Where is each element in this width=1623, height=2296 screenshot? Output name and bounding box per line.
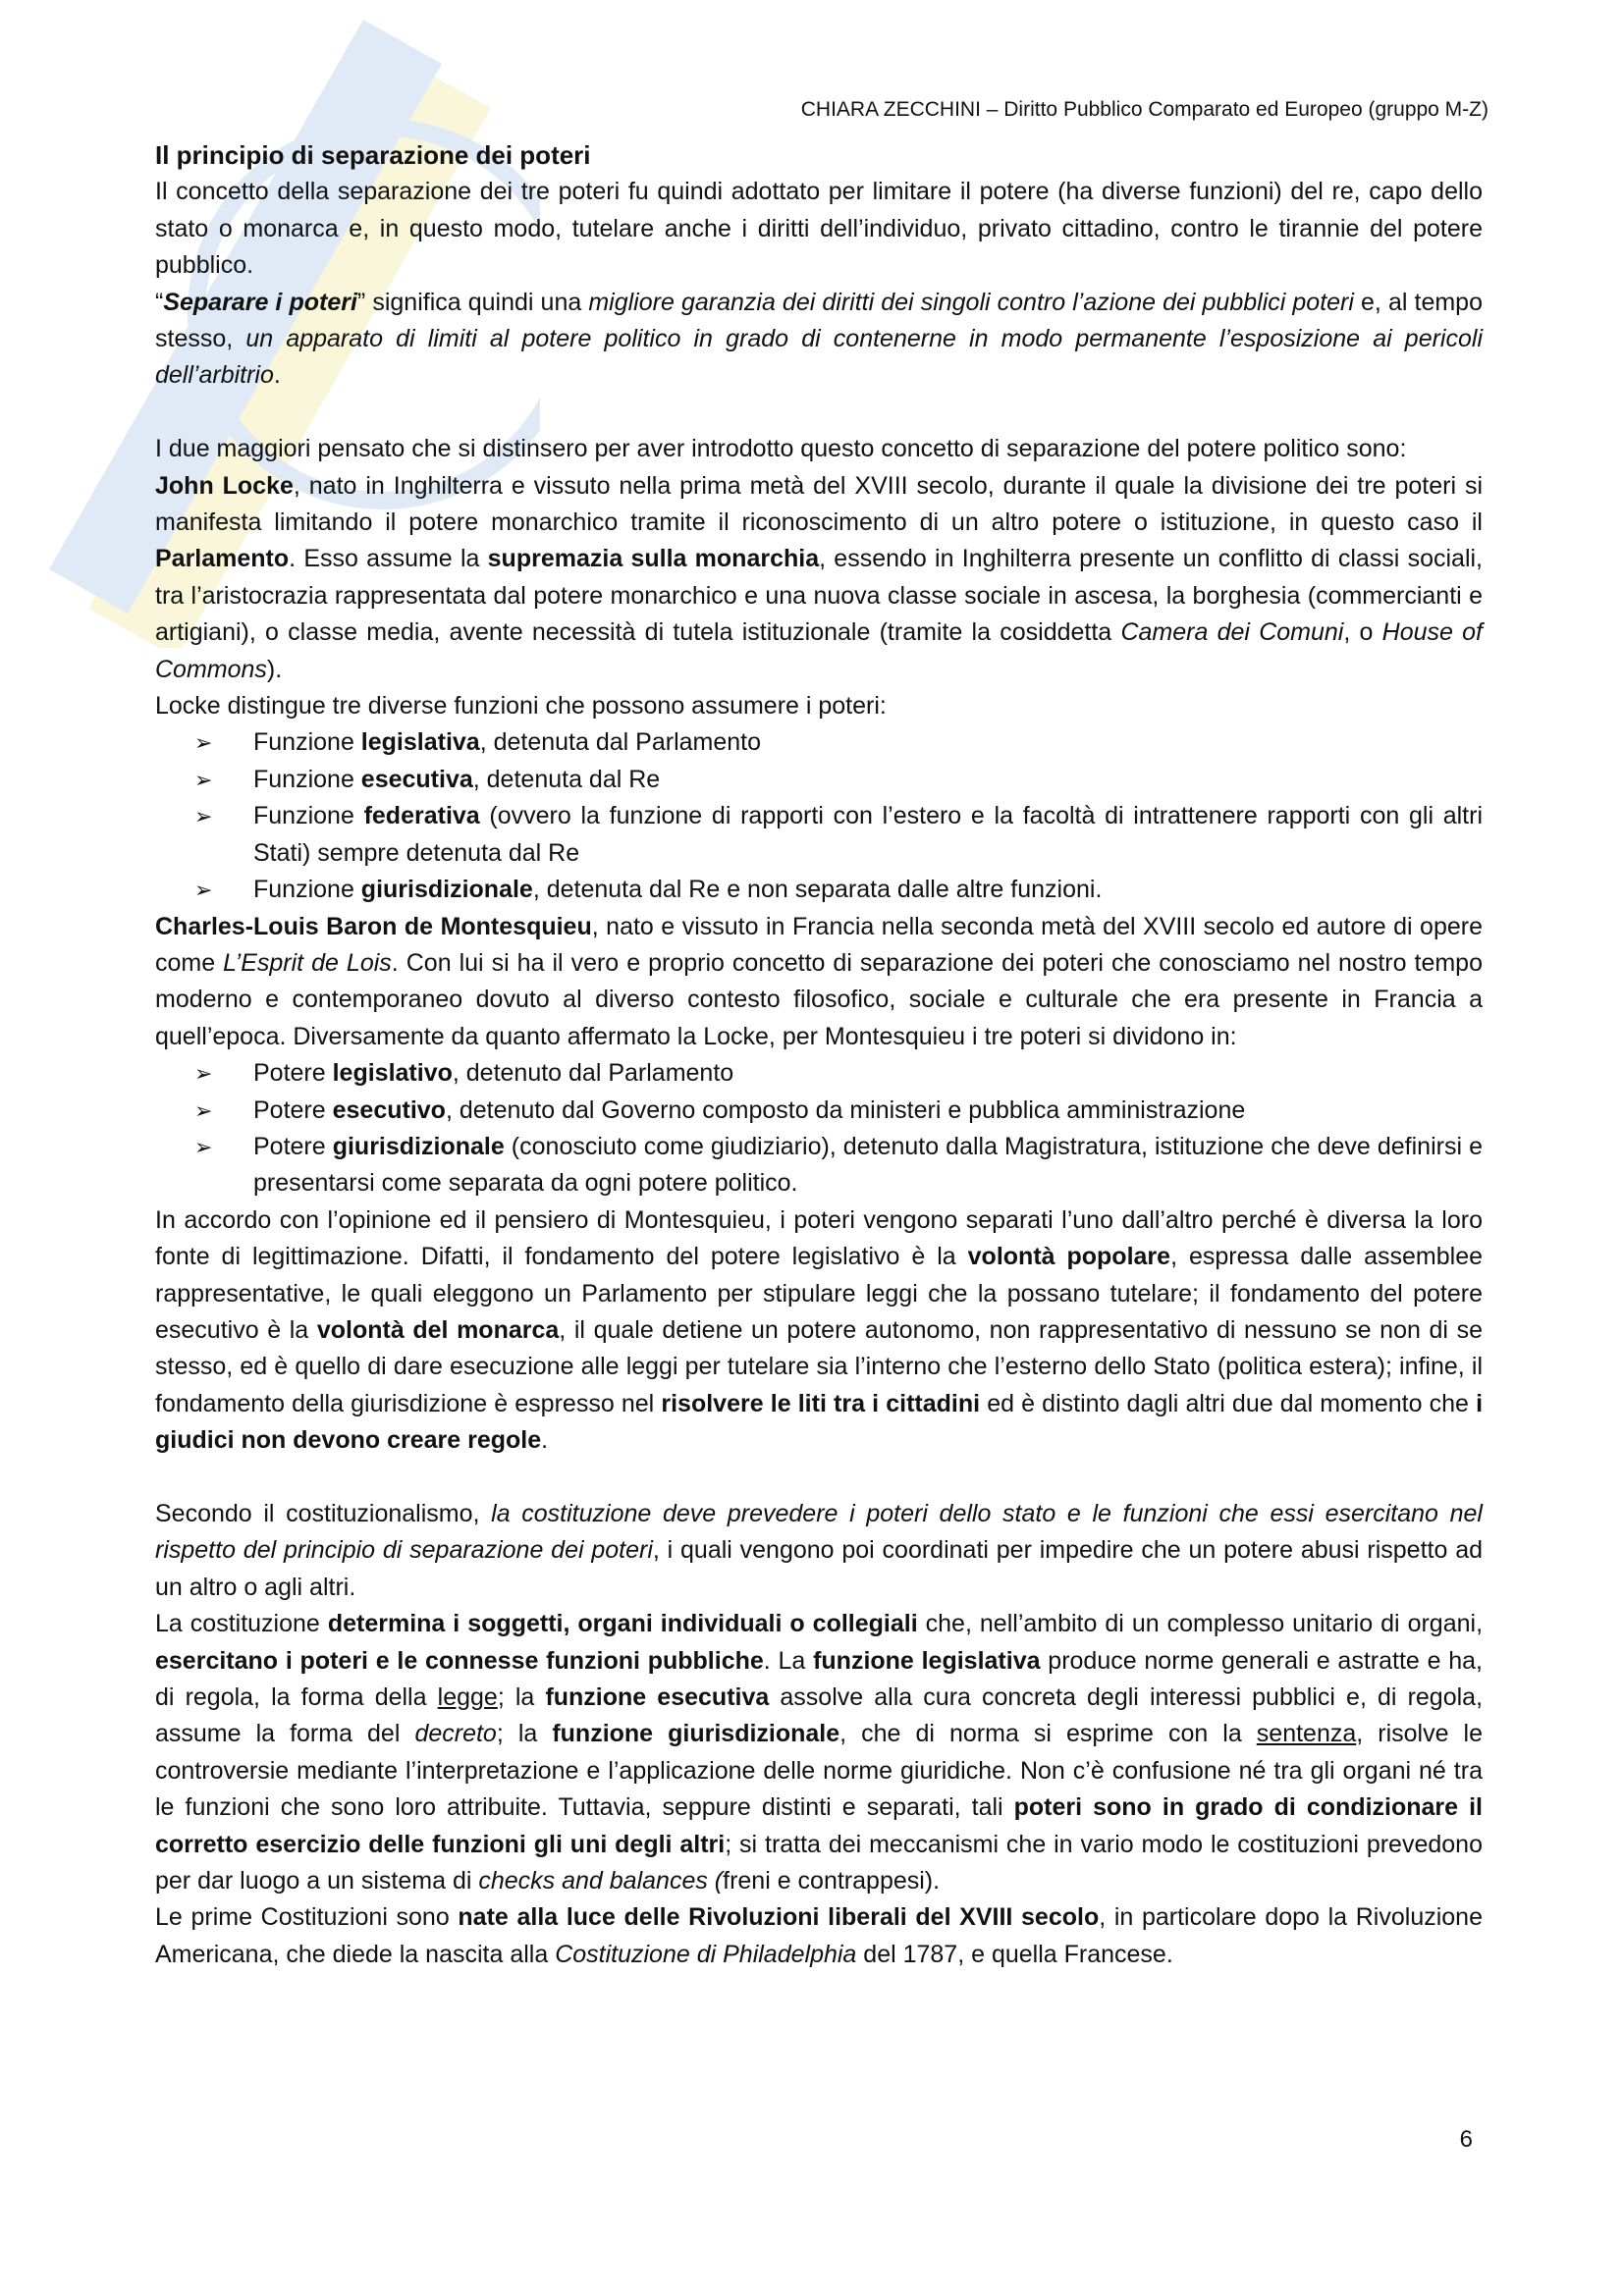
paragraph-9 (155, 1606, 1483, 1899)
text-run: , detenuta dal Re (472, 765, 661, 793)
bold-text: John Locke (155, 471, 294, 500)
text-run: . La (763, 1646, 814, 1675)
text-run: (ovvero la funzione di rapporti con l’estero e la facoltà di intrattenere rapporti con gli altri Stati) sempre detenuta dal Re (253, 802, 1484, 867)
arrow-bullet-icon: ➢ (194, 767, 213, 792)
text-run: , detenuto dal Governo composto da ministeri e pubblica amministrazione (445, 1095, 1246, 1124)
text-run: , essendo in Inghilterra presente un conflitto di classi sociali, tra l’aristocrazia rappresentata dal potere monarchico e una nuova classe sociale in ascesa, la borghesia (commercianti e artigiani), o classe media, avente necessità di tutela istituzionale (tramite la cosiddetta (155, 545, 1483, 647)
paragraph-2 (155, 285, 1483, 395)
text-run: Funzione (253, 765, 361, 793)
list-item (155, 1055, 1483, 1092)
text-run: Funzione (253, 728, 361, 757)
text-run: , il quale detiene un potere autonomo, non rappresentativo di nessuno se non di se stesso, ed è quello di dare esecuzione alle leggi per tutelare sia l’interno che l’esterno dello Stato (politica estera); infine, il fondamento della giurisdizione è espresso nel (155, 1315, 1483, 1417)
bold-text: funzione legislativa (813, 1646, 1041, 1675)
list-item (155, 762, 1483, 798)
spacer (155, 395, 1483, 431)
text-run: “ (155, 288, 164, 316)
bold-text: determina i soggetti, organi individuali o collegiali (327, 1610, 918, 1638)
text-run: , o (1343, 618, 1382, 647)
text-run: . (273, 361, 281, 390)
bold-text: Parlamento (155, 545, 290, 573)
text-run: del 1787, e quella Francese. (856, 1940, 1173, 1968)
text-run: , nato e vissuto in Francia nella seconda metà del XVIII secolo ed autore di opere come (155, 912, 1483, 977)
text-run: , in particolare dopo la Rivoluzione Americana, che diede la nascita alla (155, 1903, 1483, 1968)
text-run: Secondo il costituzionalismo, (155, 1500, 492, 1527)
emphasis-text: Camera dei Comuni (1120, 618, 1344, 647)
paragraph-7 (155, 1202, 1483, 1460)
underlined-text: legge (437, 1683, 498, 1712)
text-run: , nato in Inghilterra e vissuto nella prima metà del XVIII secolo, durante il quale la divisione dei tre poteri si manifesta limitando il potere monarchico tramite il riconoscimento di un altro potere o istituzione, in questo caso il (155, 471, 1483, 537)
text-run: . Esso assume la (289, 545, 488, 573)
bold-text: esecutivo (332, 1095, 446, 1124)
text-run: Potere (253, 1059, 333, 1088)
bold-text: funzione esecutiva (545, 1683, 770, 1712)
list-item (155, 1093, 1483, 1129)
text-run: che, nell’ambito di un complesso unitario di organi, (917, 1610, 1484, 1638)
bold-text: funzione giurisdizionale (552, 1720, 840, 1748)
bold-text: giurisdizionale (360, 876, 533, 904)
emphasis-text: House of Commons (155, 618, 1484, 683)
bold-text: volontà del monarca (316, 1315, 560, 1344)
emphasis-text: Costituzione di Philadelphia (555, 1940, 857, 1968)
text-run: ; la (497, 1683, 546, 1712)
arrow-bullet-icon: ➢ (194, 1134, 213, 1159)
text-run: produce norme generali e astratte e ha, di regola, la forma della (155, 1646, 1483, 1712)
paragraph-1: Il concetto della separazione dei tre poteri fu quindi adottato per limitare il potere (ha diverse funzioni) del re, capo dello stato o monarca e, in questo modo, tutelare anche i diritti dell’individuo, privato cittadino, contro le tirannie del potere pubblico. (155, 178, 1483, 280)
paragraph-5: Locke distingue tre diverse funzioni che possono assumere i poteri: (155, 692, 887, 721)
text-run: ; la (496, 1720, 553, 1748)
text-run: Funzione (253, 876, 361, 904)
bold-text: nate alla luce delle Rivoluzioni liberali del XVIII secolo (458, 1903, 1100, 1932)
arrow-bullet-icon: ➢ (194, 1097, 213, 1123)
emphasis-text: un apparato di limiti al potere politico in grado di contenerne in modo permanente l’esposizione ai pericoli dell’arbitrio (155, 325, 1483, 390)
text-run: Funzione (253, 802, 364, 830)
text-run: , risolve le controversie mediante l’interpretazione e l’applicazione delle norme giuridiche. Non c’è confusione né tra gli organi né tra le funzioni che sono loro attribuite. Tuttavia, seppure distinti e separati, tali (155, 1720, 1483, 1822)
bold-text: esercitano i poteri e le connesse funzioni pubbliche (155, 1646, 764, 1675)
text-run: Le prime Costituzioni sono (155, 1903, 459, 1932)
text-run: Potere (253, 1095, 333, 1124)
text-run: ed è distinto dagli altri due dal momento che (980, 1389, 1477, 1417)
paragraph-8 (155, 1496, 1483, 1606)
paragraph-3: I due maggiori pensato che si distinsero per aver introdotto questo concetto di separazione del potere politico sono: (155, 435, 1407, 463)
bold-text: esecutiva (360, 765, 473, 793)
text-run: Potere (253, 1132, 333, 1160)
bold-text: legislativa (360, 728, 480, 757)
text-run: , detenuta dal Re e non separata dalle altre funzioni. (532, 876, 1103, 904)
text-run: freni e contrappesi). (723, 1867, 941, 1896)
paragraph-4 (155, 468, 1483, 688)
text-run: ” significa quindi una (356, 288, 589, 316)
page-number: 6 (1459, 2126, 1473, 2153)
arrow-bullet-icon: ➢ (194, 1061, 213, 1087)
locke-functions-list (155, 724, 1483, 908)
text-run: (conosciuto come giudiziario), detenuto dalla Magistratura, istituzione che deve definirsi e presentarsi come separata da ogni potere politico. (253, 1132, 1483, 1198)
text-run: . (541, 1426, 549, 1455)
emphasis-text: migliore garanzia dei diritti dei singoli contro l’azione dei pubblici poteri (588, 288, 1354, 316)
paragraph-6 (155, 909, 1483, 1056)
text-run: In accordo con l’opinione ed il pensiero di Montesquieu, i poteri vengono separati l’uno dall’altro perché è diversa la loro fonte di legittimazione. Difatti, il fondamento del potere legislativo è la (155, 1205, 1483, 1271)
montesquieu-powers-list (155, 1055, 1483, 1202)
bold-text: poteri sono in grado di condizionare il corretto esercizio delle funzioni gli uni degli altri (155, 1793, 1483, 1858)
running-header: CHIARA ZECCHINI – Diritto Pubblico Comparato ed Europeo (gruppo M-Z) (800, 98, 1488, 121)
arrow-bullet-icon: ➢ (194, 878, 213, 903)
section-heading: Il principio di separazione dei poteri (155, 140, 591, 170)
text-run: , espressa dalle assemblee rappresentative, le quali eleggono un Parlamento per stipulare leggi che la possano tutelare; il fondamento del potere esecutivo è la (155, 1243, 1484, 1344)
text-run: La costituzione (155, 1610, 328, 1638)
text-run: ). (266, 655, 283, 683)
paragraph-10 (155, 1899, 1483, 1973)
bold-text: federativa (363, 802, 480, 830)
arrow-bullet-icon: ➢ (194, 804, 213, 829)
text-run: , i quali vengono poi coordinati per impedire che un potere abusi rispetto ad un altro o agli altri. (155, 1536, 1483, 1601)
text-run: , che di norma si esprime con la (839, 1720, 1257, 1748)
document-body (155, 137, 1483, 1973)
bold-text: legislativo (332, 1059, 453, 1088)
underlined-text: sentenza (1256, 1720, 1357, 1748)
bold-text: i giudici non devono creare regole (155, 1389, 1484, 1455)
text-run: e, al tempo stesso, (155, 288, 1483, 353)
text-run: ; si tratta dei meccanismi che in vario modo le costituzioni prevedono per dar luogo a un sistema di (155, 1830, 1483, 1896)
list-item (155, 798, 1483, 872)
bold-text: Charles-Louis Baron de Montesquieu (155, 912, 592, 940)
emphasis-text: L’Esprit de Lois (223, 948, 392, 977)
spacer (155, 1460, 1483, 1496)
text-run: . Con lui si ha il vero e proprio concetto di separazione dei poteri che conosciamo nel nostro tempo moderno e contemporaneo dovuto al diverso contesto filosofico, sociale e culturale che era presente in Francia a quell’epoca. Diversamente da quanto affermato la Locke, per Montesquieu i tre poteri si dividono in: (155, 948, 1483, 1050)
list-item (155, 724, 1483, 761)
bold-text: risolvere le liti tra i cittadini (661, 1389, 981, 1417)
bold-text: supremazia sulla monarchia (487, 545, 820, 573)
emphasis-text: Separare i poteri (163, 288, 357, 316)
text-run: , detenuta dal Parlamento (479, 728, 762, 757)
arrow-bullet-icon: ➢ (194, 730, 213, 756)
bold-text: volontà popolare (967, 1243, 1171, 1271)
bold-text: giurisdizionale (332, 1132, 505, 1160)
list-item (155, 872, 1483, 908)
text-run: , detenuto dal Parlamento (452, 1059, 734, 1088)
list-item (155, 1129, 1483, 1202)
emphasis-text: la costituzione deve prevedere i poteri dello stato e le funzioni che essi esercitano nel rispetto del principio di separazione dei poteri (155, 1500, 1483, 1565)
text-run: assolve alla cura concreta degli interessi pubblici e, di regola, assume la forma del (155, 1683, 1484, 1748)
emphasis-text: decreto (414, 1720, 497, 1748)
emphasis-text: checks and balances ( (478, 1867, 724, 1896)
